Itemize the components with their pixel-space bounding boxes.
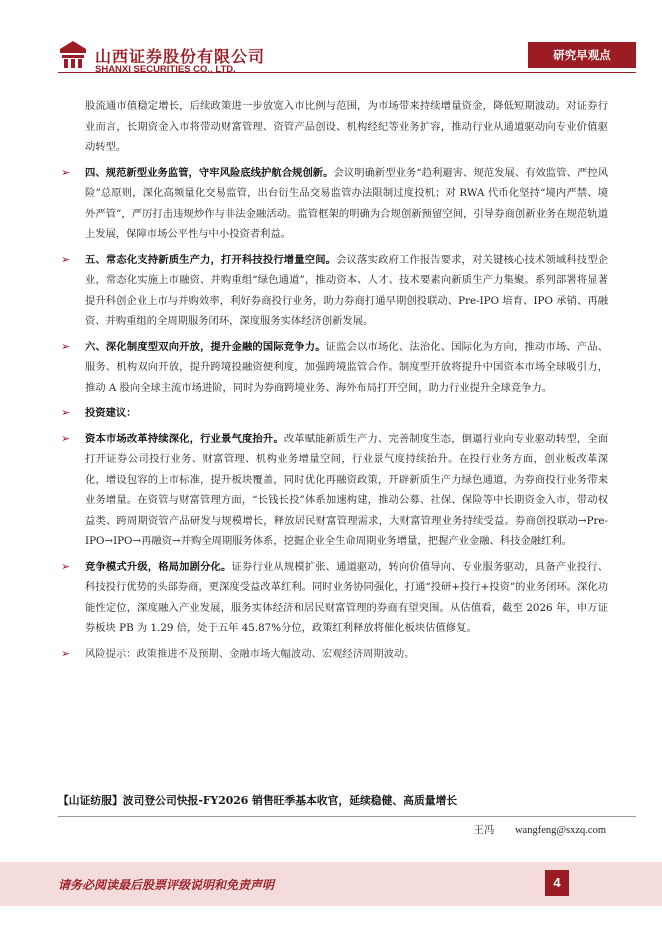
company-name-en: SHANXI SECURITIES CO., LTD. xyxy=(95,64,236,75)
page-number: 4 xyxy=(545,870,569,896)
author-name: 王冯 xyxy=(473,825,495,836)
report-body xyxy=(58,96,608,664)
policy-item-6 xyxy=(58,337,608,399)
policy-item-4 xyxy=(58,163,608,245)
related-report-link[interactable]: 【山证纺服】波司登公司快报-FY2026 销售旺季基本收官，延续稳健、高质量增长 xyxy=(58,794,458,807)
investment-advice-heading xyxy=(58,403,608,424)
report-type-tag: 研究早观点 xyxy=(528,42,636,68)
author-email[interactable]: wangfeng@sxzq.com xyxy=(514,825,606,836)
section-divider xyxy=(58,816,636,817)
policy-item-title: 五、常态化支持新质生产力，打开科技投行增量空间。 xyxy=(85,253,337,266)
policy-item-text: 会议落实政府工作报告要求，对关键核心技术领域科技型企业，常态化实施上市融资、并购重组“绿色通道”，推动资本、人才、技术要素向新质生产力集聚。系列部署将显著提升科创企业上市与并购效率，利好券商投行业务，助力券商打通早期创投联动、Pre-IPO 培育、IPO 承销、再融资、并购重组的全周期服务闭环，深度服务实体经济创新发展。 xyxy=(85,253,609,327)
advice-heading-text: 投资建议： xyxy=(85,407,137,419)
policy-item-text: 证监会以市场化、法治化、国际化为方向，推动市场、产品、服务、机构双向开放，提升跨境投融资便利度，加强跨境监管合作。制度型开放将提升中国资本市场全球吸引力，推动 A 股向全球主流市场进阶，同时为券商跨境业务、海外布局打开空间，助力行业提升全球竞争力。 xyxy=(85,340,608,394)
page-header xyxy=(0,0,662,78)
header-divider xyxy=(58,72,636,73)
policy-item-text: 会议明确新型业务“趋利避害、规范发展、有效监管、严控风险”总原则，深化高频量化交易监管，出台衍生品交易监管办法限制过度投机；对 RWA 代币化坚持“境内严禁、境外严管”，严厉打击违规炒作与非法金融活动。监管框架的明确为合规创新预留空间，引导券商创新业务在规范轨道上发展，保障市场公平性与中小投资者利益。 xyxy=(85,166,609,240)
advice-item-title: 竞争模式升级，格局加剧分化。 xyxy=(85,560,232,573)
advice-item-text: 改革赋能新质生产力、完善制度生态，倒逼行业向专业驱动转型，全面打开证券公司投行业务、财富管理、机构业务增量空间，行业景气度持续抬升。在投行业务方面，创业板改革深化，增设包容的上市标准，提升板块覆盖，同时优化再融资政策，开辟新质生产力绿色通道，为券商投行业务带来业务增量。在资管与财富管理方面，“长钱长投”体系加速构建，推动公募、社保、保险等中长期资金入市，带动权益类、跨周期资管产品研发与规模增长，释放居民财富管理需求，大财富管理业务持续受益。券商创投联动→Pre-IPO→IPO→再融资→并购全周期服务体系，挖掘企业全生命周期业务增量，把握产业金融、科技金融红利。 xyxy=(85,432,609,547)
policy-item-5 xyxy=(58,250,608,332)
shanxi-securities-logo-icon xyxy=(58,40,88,70)
advice-item-1 xyxy=(58,429,608,552)
policy-item-title: 六、深化制度型双向开放，提升金融的国际竞争力。 xyxy=(85,340,326,353)
company-name-cn: 山西证券股份有限公司 xyxy=(95,47,266,66)
footer-disclaimer: 请务必阅读最后股票评级说明和免责声明 xyxy=(58,878,275,892)
advice-item-2 xyxy=(58,557,608,639)
policy-item-title: 四、规范新型业务监管，守牢风险底线护航合规创新。 xyxy=(85,166,334,179)
advice-item-text: 证券行业从规模扩张、通道驱动，转向价值导向、专业服务驱动，具备产业投行、科技投行优势的头部券商，更深度受益改革红利。同时业务协同强化，打通“投研+投行+投资”的业务闭环。深化功能性定位，深度融入产业发展，服务实体经济和居民财富管理的券商有望突围。从估值看，截至 2026 年，申万证券板块 PB 为 1.29 倍，处于五年 45.87%分位，政策红利释放将催化板块估值修复。 xyxy=(85,560,609,634)
risk-warning: ➢ 风险提示：政策推进不及预期、金融市场大幅波动、宏观经济周期波动。 xyxy=(58,644,608,665)
intro-paragraph: 股流通市值稳定增长，后续政策进一步放宽入市比例与范围，为市场带来持续增量资金，降低短期波动。对证券行业而言，长期资金入市将带动财富管理、资管产品创设、机构经纪等业务扩容，推动行业从通道驱动向专业价值驱动转型。 xyxy=(85,100,608,153)
author-line xyxy=(473,822,606,837)
advice-item-title: 资本市场改革持续深化，行业景气度抬升。 xyxy=(85,432,284,445)
